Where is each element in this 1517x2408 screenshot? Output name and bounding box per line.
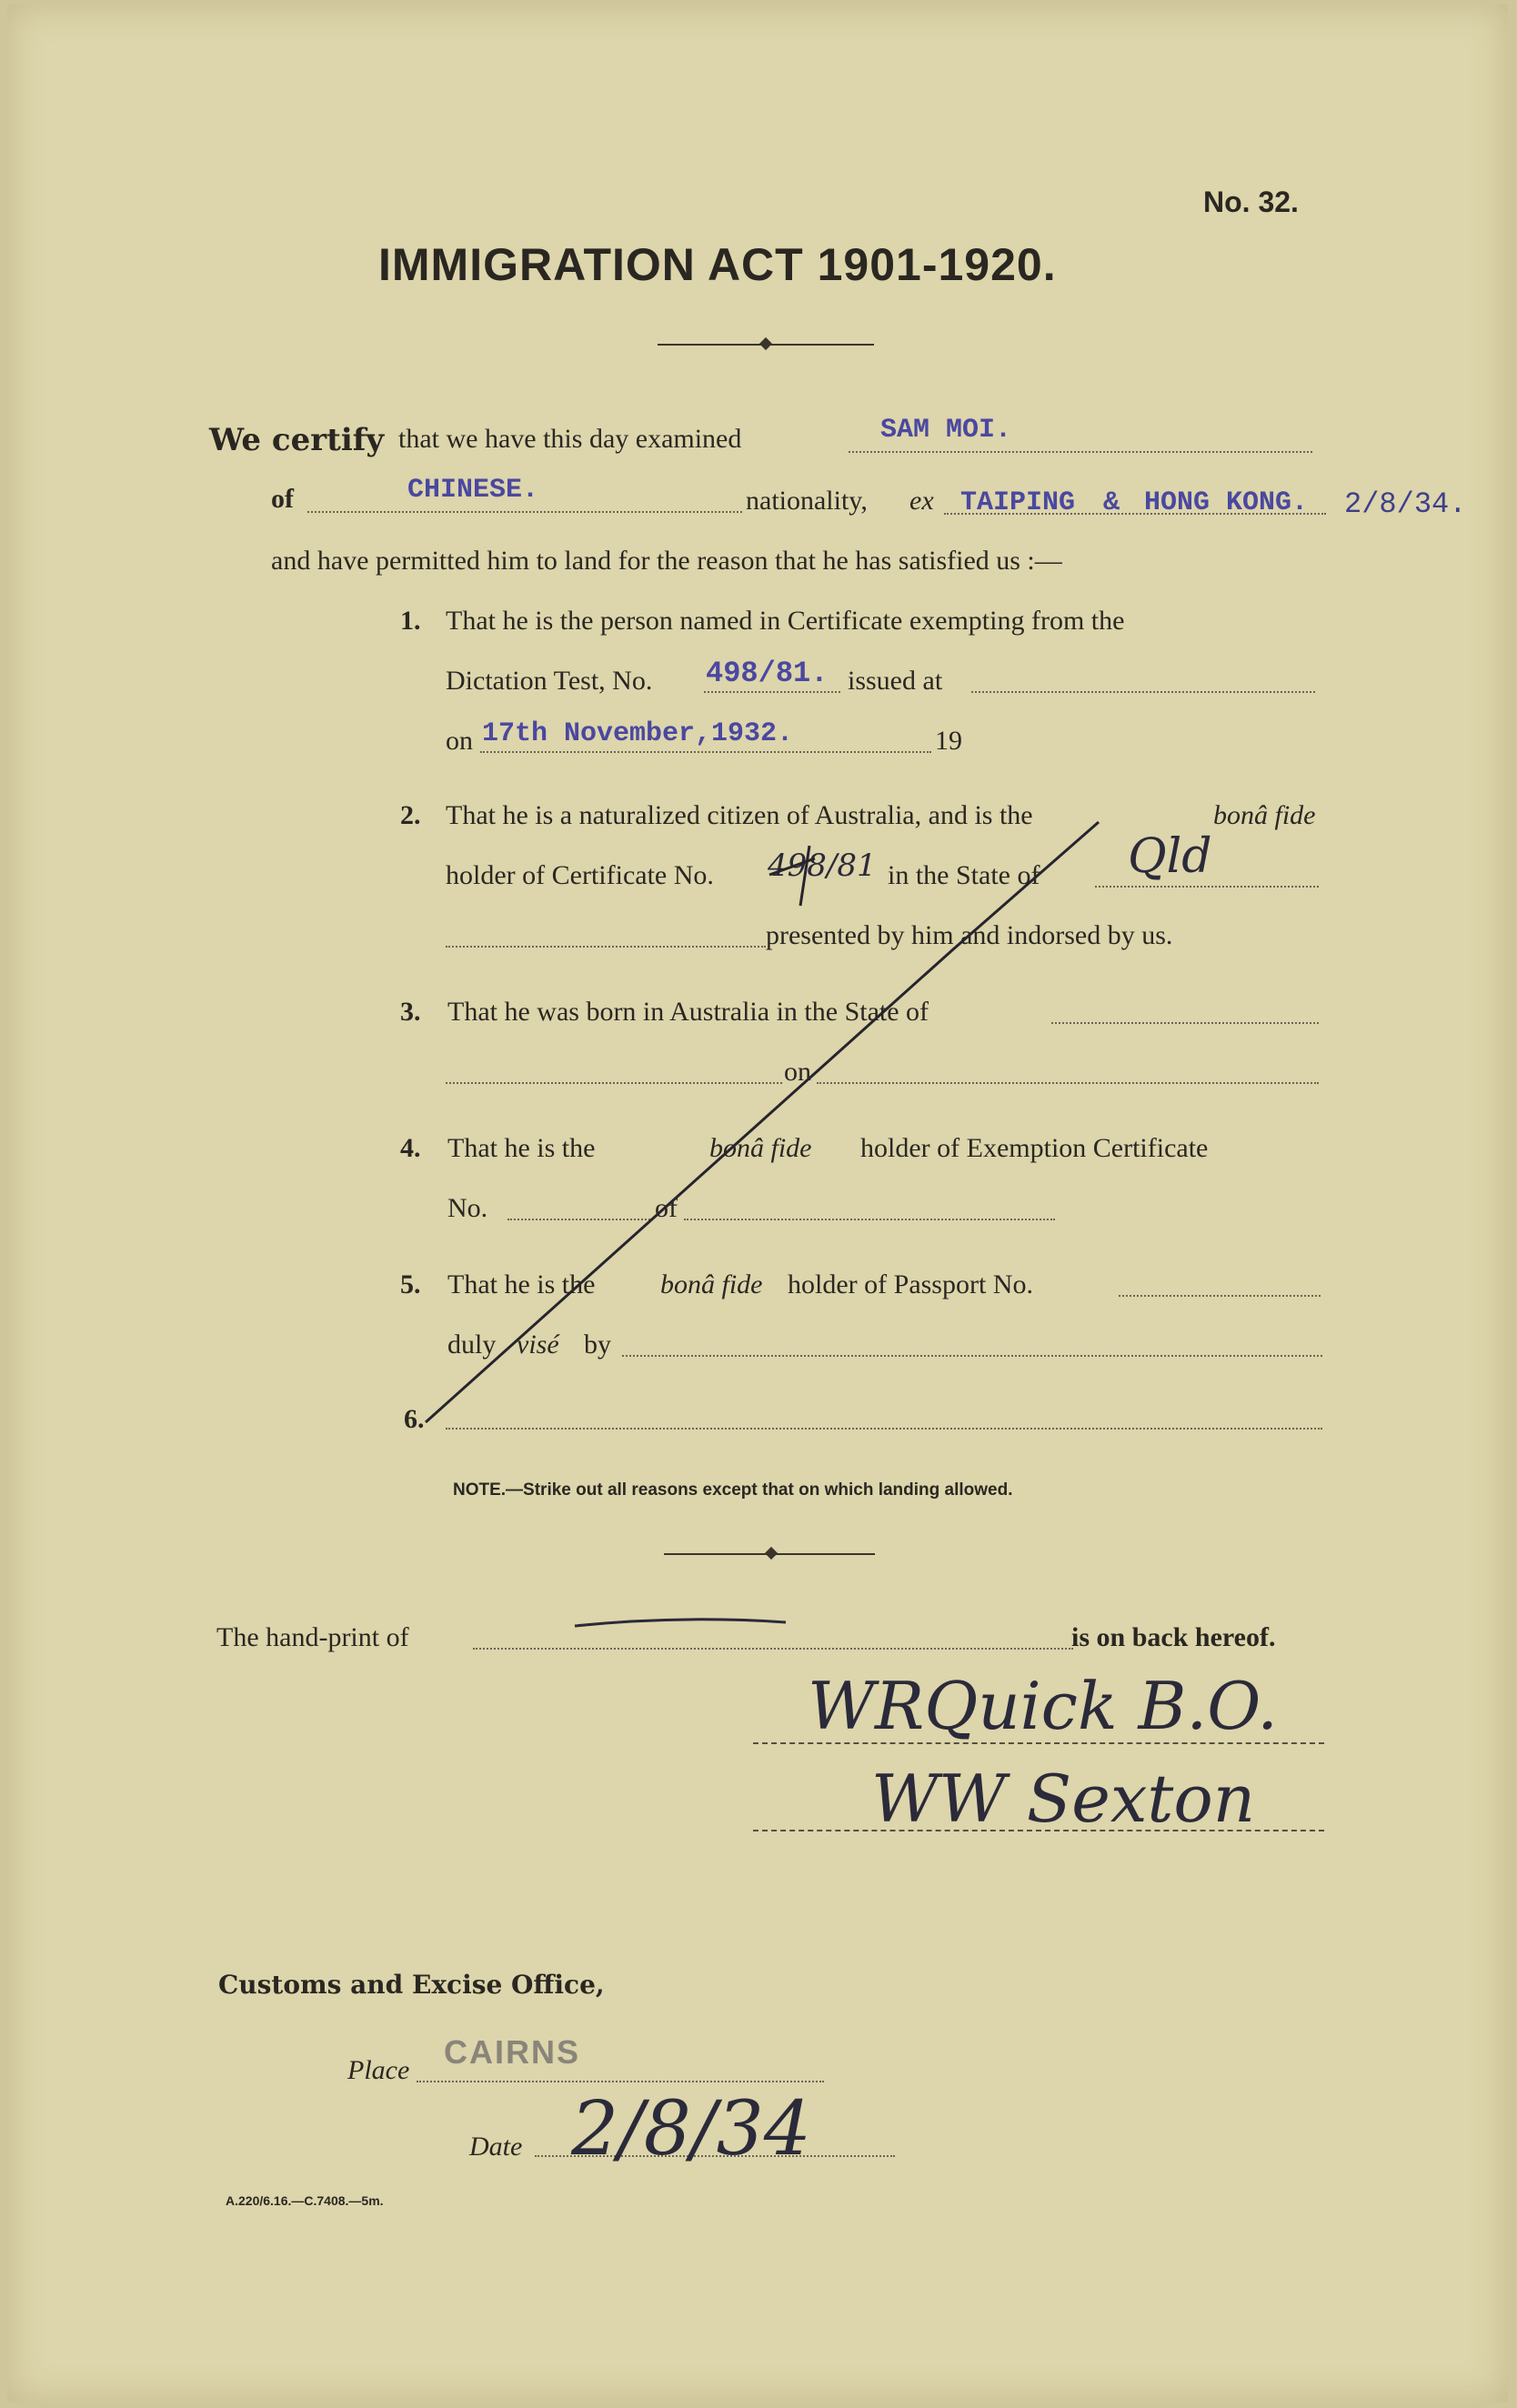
reason-1-number: 1.: [400, 606, 421, 636]
reason-2-line2: holder of Certificate No.: [446, 860, 714, 890]
place-line: [417, 2081, 824, 2082]
signature-2: WW Sexton: [871, 1761, 1256, 1837]
vessel-name: TAIPING: [960, 487, 1076, 518]
reason-5-line1: That he is the: [447, 1269, 596, 1299]
place-stamp: CAIRNS: [444, 2033, 581, 2071]
reason-1-line2: Dictation Test, No.: [446, 666, 653, 696]
nationality-value: CHINESE.: [407, 475, 539, 506]
examined-text: that we have this day examined: [398, 424, 742, 454]
reason-5-duly-label: duly: [447, 1329, 497, 1360]
signature-1: WRQuick B.O.: [808, 1668, 1278, 1744]
reason-1-line1: That he is the person named in Certificate exempting from the: [446, 606, 1125, 636]
reason-2-state: Qld: [1128, 829, 1212, 884]
reason-1-cert-no: 498/81.: [706, 657, 829, 690]
nationality-label: nationality,: [746, 486, 868, 516]
reason-2-line1: That he is a naturalized citizen of Australia, and is the: [446, 800, 1033, 830]
reason-2-cert-no: 498/81: [768, 848, 877, 884]
ampersand: &: [1103, 487, 1120, 518]
reason-4-bona-fide: bonâ fide: [709, 1133, 812, 1163]
reason-1-issued-label: issued at: [848, 666, 943, 696]
reason-6-number: 6.: [404, 1404, 425, 1434]
reason-2-bona-fide: bonâ fide: [1213, 800, 1316, 830]
strike-through-line: [7, 4, 1508, 1550]
reason-2-number: 2.: [400, 800, 421, 830]
date-label: Date: [469, 2132, 523, 2162]
reason-5-by-label: by: [584, 1329, 611, 1360]
certify-lead: We certify: [209, 422, 385, 458]
reason-4-number: 4.: [400, 1133, 421, 1163]
handprint-stroke: [571, 1613, 789, 1631]
document-number: No. 32.: [1203, 186, 1299, 218]
office-heading: Customs and Excise Office,: [218, 1970, 605, 2000]
place-label: Place: [347, 2055, 410, 2085]
document-page: [7, 4, 1508, 2403]
reason-5-number: 5.: [400, 1269, 421, 1299]
reason-1-issued-date: 17th November,1932.: [482, 718, 794, 749]
of-label: of: [271, 484, 294, 514]
footer-code: A.220/6.16.—C.7408.—5m.: [226, 2193, 384, 2208]
reason-4-line1b: holder of Exemption Certificate: [860, 1133, 1209, 1163]
handprint-suffix: is on back hereof.: [1071, 1622, 1276, 1652]
departure-port: HONG KONG.: [1144, 487, 1309, 518]
ex-label: ex: [909, 486, 934, 516]
reason-3-line1: That he was born in Australia in the State of: [447, 997, 929, 1027]
reason-5-line1b: holder of Passport No.: [788, 1269, 1033, 1299]
reason-4-of-label: of: [655, 1193, 678, 1223]
reason-2-state-label: in the State of: [888, 860, 1040, 890]
reason-1-on-label: on: [446, 726, 473, 756]
reason-4-no-label: No.: [447, 1193, 488, 1223]
reason-5-bona-fide: bonâ fide: [660, 1269, 763, 1299]
handprint-line: [473, 1648, 1073, 1650]
reason-5-vise: visé: [517, 1329, 559, 1360]
document-title: IMMIGRATION ACT 1901-1920.: [378, 239, 1057, 290]
permitted-text: and have permitted him to land for the reason that he has satisfied us :—: [271, 546, 1062, 576]
date-handwritten: 2/8/34: [571, 2086, 811, 2172]
reason-4-line1: That he is the: [447, 1133, 596, 1163]
reason-3-number: 3.: [400, 997, 421, 1027]
reason-3-on-label: on: [784, 1057, 811, 1087]
reason-1-year-label: 19: [935, 726, 962, 756]
handprint-label: The hand-print of: [216, 1622, 409, 1652]
reason-2-line3: presented by him and indorsed by us.: [766, 920, 1173, 950]
arrival-date: 2/8/34.: [1344, 487, 1467, 521]
note-text: NOTE.—Strike out all reasons except that on which landing allowed.: [453, 1480, 1013, 1500]
examined-name: SAM MOI.: [880, 415, 1012, 446]
